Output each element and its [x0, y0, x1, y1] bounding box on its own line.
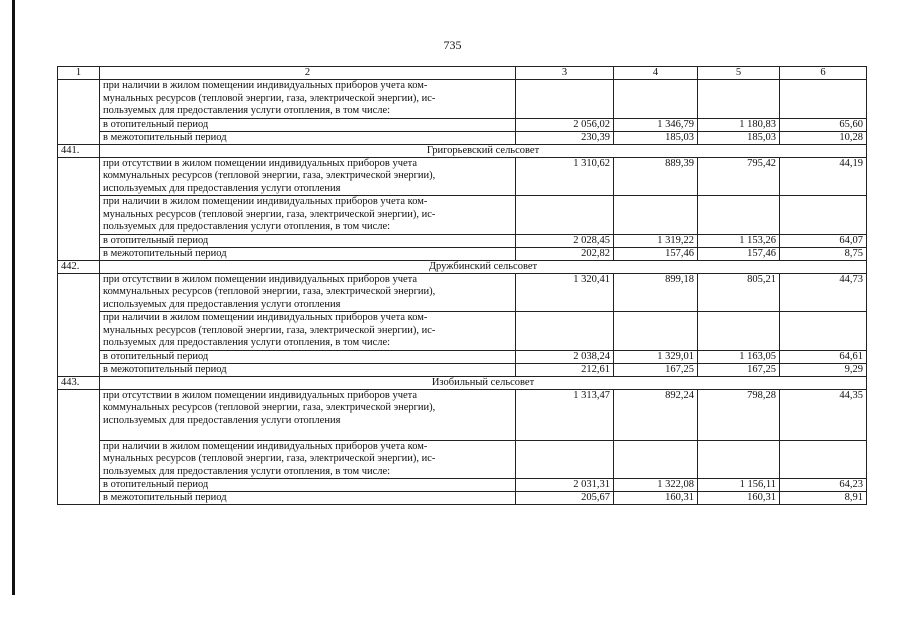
description-line: используемых для предоставления услуги отопления — [103, 182, 341, 194]
table-row — [58, 196, 867, 235]
description-line: в отопительный период — [103, 234, 209, 246]
value-cell: 230,39 — [516, 131, 614, 144]
value-cell — [698, 80, 780, 119]
value-cell — [516, 312, 614, 351]
description-line: в отопительный период — [103, 118, 209, 130]
description-cell — [100, 247, 516, 260]
value-cell: 44,19 — [780, 157, 867, 196]
description-cell — [100, 196, 516, 235]
description-line: в межотопительный период — [103, 363, 227, 375]
table-row — [58, 247, 867, 260]
section-row — [58, 260, 867, 273]
value-cell: 899,18 — [614, 273, 698, 312]
table-row — [58, 234, 867, 247]
table-row — [58, 492, 867, 505]
value-cell: 157,46 — [698, 247, 780, 260]
value-cell: 798,28 — [698, 389, 780, 440]
value-cell: 2 038,24 — [516, 350, 614, 363]
table-row — [58, 350, 867, 363]
section-code: 443. — [58, 376, 100, 389]
header-cell: 2 — [100, 67, 516, 80]
value-cell — [614, 196, 698, 235]
value-cell — [614, 80, 698, 119]
value-cell: 8,75 — [780, 247, 867, 260]
section-title: Изобильный сельсовет — [100, 376, 867, 389]
value-cell — [614, 312, 698, 351]
value-cell — [780, 80, 867, 119]
value-cell: 8,91 — [780, 492, 867, 505]
value-cell: 44,35 — [780, 389, 867, 440]
value-cell: 889,39 — [614, 157, 698, 196]
value-cell: 64,23 — [780, 479, 867, 492]
table-row — [58, 312, 867, 351]
section-code: 441. — [58, 144, 100, 157]
description-cell — [100, 492, 516, 505]
value-cell: 1 156,11 — [698, 479, 780, 492]
description-cell — [100, 350, 516, 363]
value-cell: 1 320,41 — [516, 273, 614, 312]
value-cell: 10,28 — [780, 131, 867, 144]
description-line: при наличии в жилом помещении индивидуальных приборов учета ком- — [103, 312, 428, 323]
tariff-table — [57, 66, 867, 505]
description-line: в межотопительный период — [103, 492, 227, 503]
description-cell — [100, 118, 516, 131]
table-row — [58, 389, 867, 440]
code-cell — [58, 389, 100, 505]
table-row — [58, 118, 867, 131]
description-line: в межотопительный период — [103, 247, 227, 259]
value-cell: 892,24 — [614, 389, 698, 440]
description-line: пользуемых для предоставления услуги отопления, в том числе: — [103, 221, 391, 232]
section-row — [58, 376, 867, 389]
value-cell: 795,42 — [698, 157, 780, 196]
value-cell — [698, 440, 780, 479]
description-cell — [100, 440, 516, 479]
description-cell — [100, 131, 516, 144]
value-cell: 1 319,22 — [614, 234, 698, 247]
description-cell — [100, 389, 516, 440]
table-row — [58, 157, 867, 196]
description-line: мунальных ресурсов (тепловой энергии, газа, электрической энергии), ис- — [103, 324, 436, 336]
description-line: коммунальных ресурсов (тепловой энергии, газа, электрической энергии), — [103, 286, 436, 297]
description-line: в отопительный период — [103, 350, 209, 362]
section-title: Григорьевский сельсовет — [100, 144, 867, 157]
value-cell: 44,73 — [780, 273, 867, 312]
description-line: пользуемых для предоставления услуги отопления, в том числе: — [103, 465, 391, 477]
table-row — [58, 131, 867, 144]
description-line: в межотопительный период — [103, 131, 227, 143]
description-cell — [100, 157, 516, 196]
header-cell: 6 — [780, 67, 867, 80]
header-cell: 4 — [614, 67, 698, 80]
value-cell — [780, 440, 867, 479]
description-line: при наличии в жилом помещении индивидуальных приборов учета ком- — [103, 440, 428, 452]
value-cell: 1 322,08 — [614, 479, 698, 492]
value-cell — [516, 440, 614, 479]
description-cell — [100, 312, 516, 351]
table-row — [58, 479, 867, 492]
section-code: 442. — [58, 260, 100, 273]
value-cell: 1 180,83 — [698, 118, 780, 131]
description-line: используемых для предоставления услуги отопления — [103, 414, 341, 426]
value-cell — [614, 440, 698, 479]
value-cell: 160,31 — [614, 492, 698, 505]
value-cell: 205,67 — [516, 492, 614, 505]
description-line: коммунальных ресурсов (тепловой энергии, газа, электрической энергии), — [103, 170, 436, 181]
value-cell — [698, 196, 780, 235]
value-cell: 212,61 — [516, 363, 614, 376]
table-row — [58, 273, 867, 312]
description-line: мунальных ресурсов (тепловой энергии, газа, электрической энергии), ис- — [103, 453, 436, 464]
value-cell: 64,61 — [780, 350, 867, 363]
page-number: 735 — [443, 38, 462, 52]
header-cell: 3 — [516, 67, 614, 80]
description-line: используемых для предоставления услуги отопления — [103, 298, 341, 310]
code-cell — [58, 80, 100, 145]
value-cell — [516, 196, 614, 235]
description-line: в отопительный период — [103, 479, 209, 490]
description-cell — [100, 363, 516, 376]
value-cell: 202,82 — [516, 247, 614, 260]
scan-margin-line — [12, 0, 15, 595]
value-cell: 1 310,62 — [516, 157, 614, 196]
value-cell — [698, 312, 780, 351]
value-cell: 1 163,05 — [698, 350, 780, 363]
description-line: при наличии в жилом помещении индивидуальных приборов учета ком- — [103, 80, 428, 91]
value-cell: 2 028,45 — [516, 234, 614, 247]
description-line: мунальных ресурсов (тепловой энергии, газа, электрической энергии), ис- — [103, 208, 436, 220]
value-cell: 185,03 — [698, 131, 780, 144]
section-row — [58, 144, 867, 157]
table-row — [58, 363, 867, 376]
value-cell — [780, 196, 867, 235]
description-cell — [100, 479, 516, 492]
description-line: при наличии в жилом помещении индивидуальных приборов учета ком- — [103, 196, 428, 207]
table-row — [58, 440, 867, 479]
description-cell — [100, 80, 516, 119]
value-cell: 9,29 — [780, 363, 867, 376]
description-line: при отсутствии в жилом помещении индивидуальных приборов учета — [103, 273, 418, 285]
value-cell — [780, 312, 867, 351]
value-cell: 65,60 — [780, 118, 867, 131]
description-cell — [100, 273, 516, 312]
value-cell — [516, 80, 614, 119]
table-row — [58, 80, 867, 119]
code-cell — [58, 157, 100, 260]
value-cell: 1 153,26 — [698, 234, 780, 247]
value-cell: 167,25 — [698, 363, 780, 376]
value-cell: 805,21 — [698, 273, 780, 312]
header-row — [58, 67, 867, 80]
value-cell: 64,07 — [780, 234, 867, 247]
value-cell: 2 056,02 — [516, 118, 614, 131]
description-line: при отсутствии в жилом помещении индивидуальных приборов учета — [103, 389, 418, 401]
value-cell: 185,03 — [614, 131, 698, 144]
value-cell: 2 031,31 — [516, 479, 614, 492]
description-line: мунальных ресурсов (тепловой энергии, газа, электрической энергии), ис- — [103, 92, 436, 104]
code-cell — [58, 273, 100, 376]
header-cell: 5 — [698, 67, 780, 80]
value-cell: 1 313,47 — [516, 389, 614, 440]
description-line: пользуемых для предоставления услуги отопления, в том числе: — [103, 105, 391, 116]
section-title: Дружбинский сельсовет — [100, 260, 867, 273]
value-cell: 160,31 — [698, 492, 780, 505]
description-line: пользуемых для предоставления услуги отопления, в том числе: — [103, 337, 391, 348]
description-line: при отсутствии в жилом помещении индивидуальных приборов учета — [103, 157, 418, 169]
value-cell: 167,25 — [614, 363, 698, 376]
header-cell: 1 — [58, 67, 100, 80]
value-cell: 1 346,79 — [614, 118, 698, 131]
value-cell: 1 329,01 — [614, 350, 698, 363]
description-line: коммунальных ресурсов (тепловой энергии, газа, электрической энергии), — [103, 402, 436, 413]
description-cell — [100, 234, 516, 247]
value-cell: 157,46 — [614, 247, 698, 260]
